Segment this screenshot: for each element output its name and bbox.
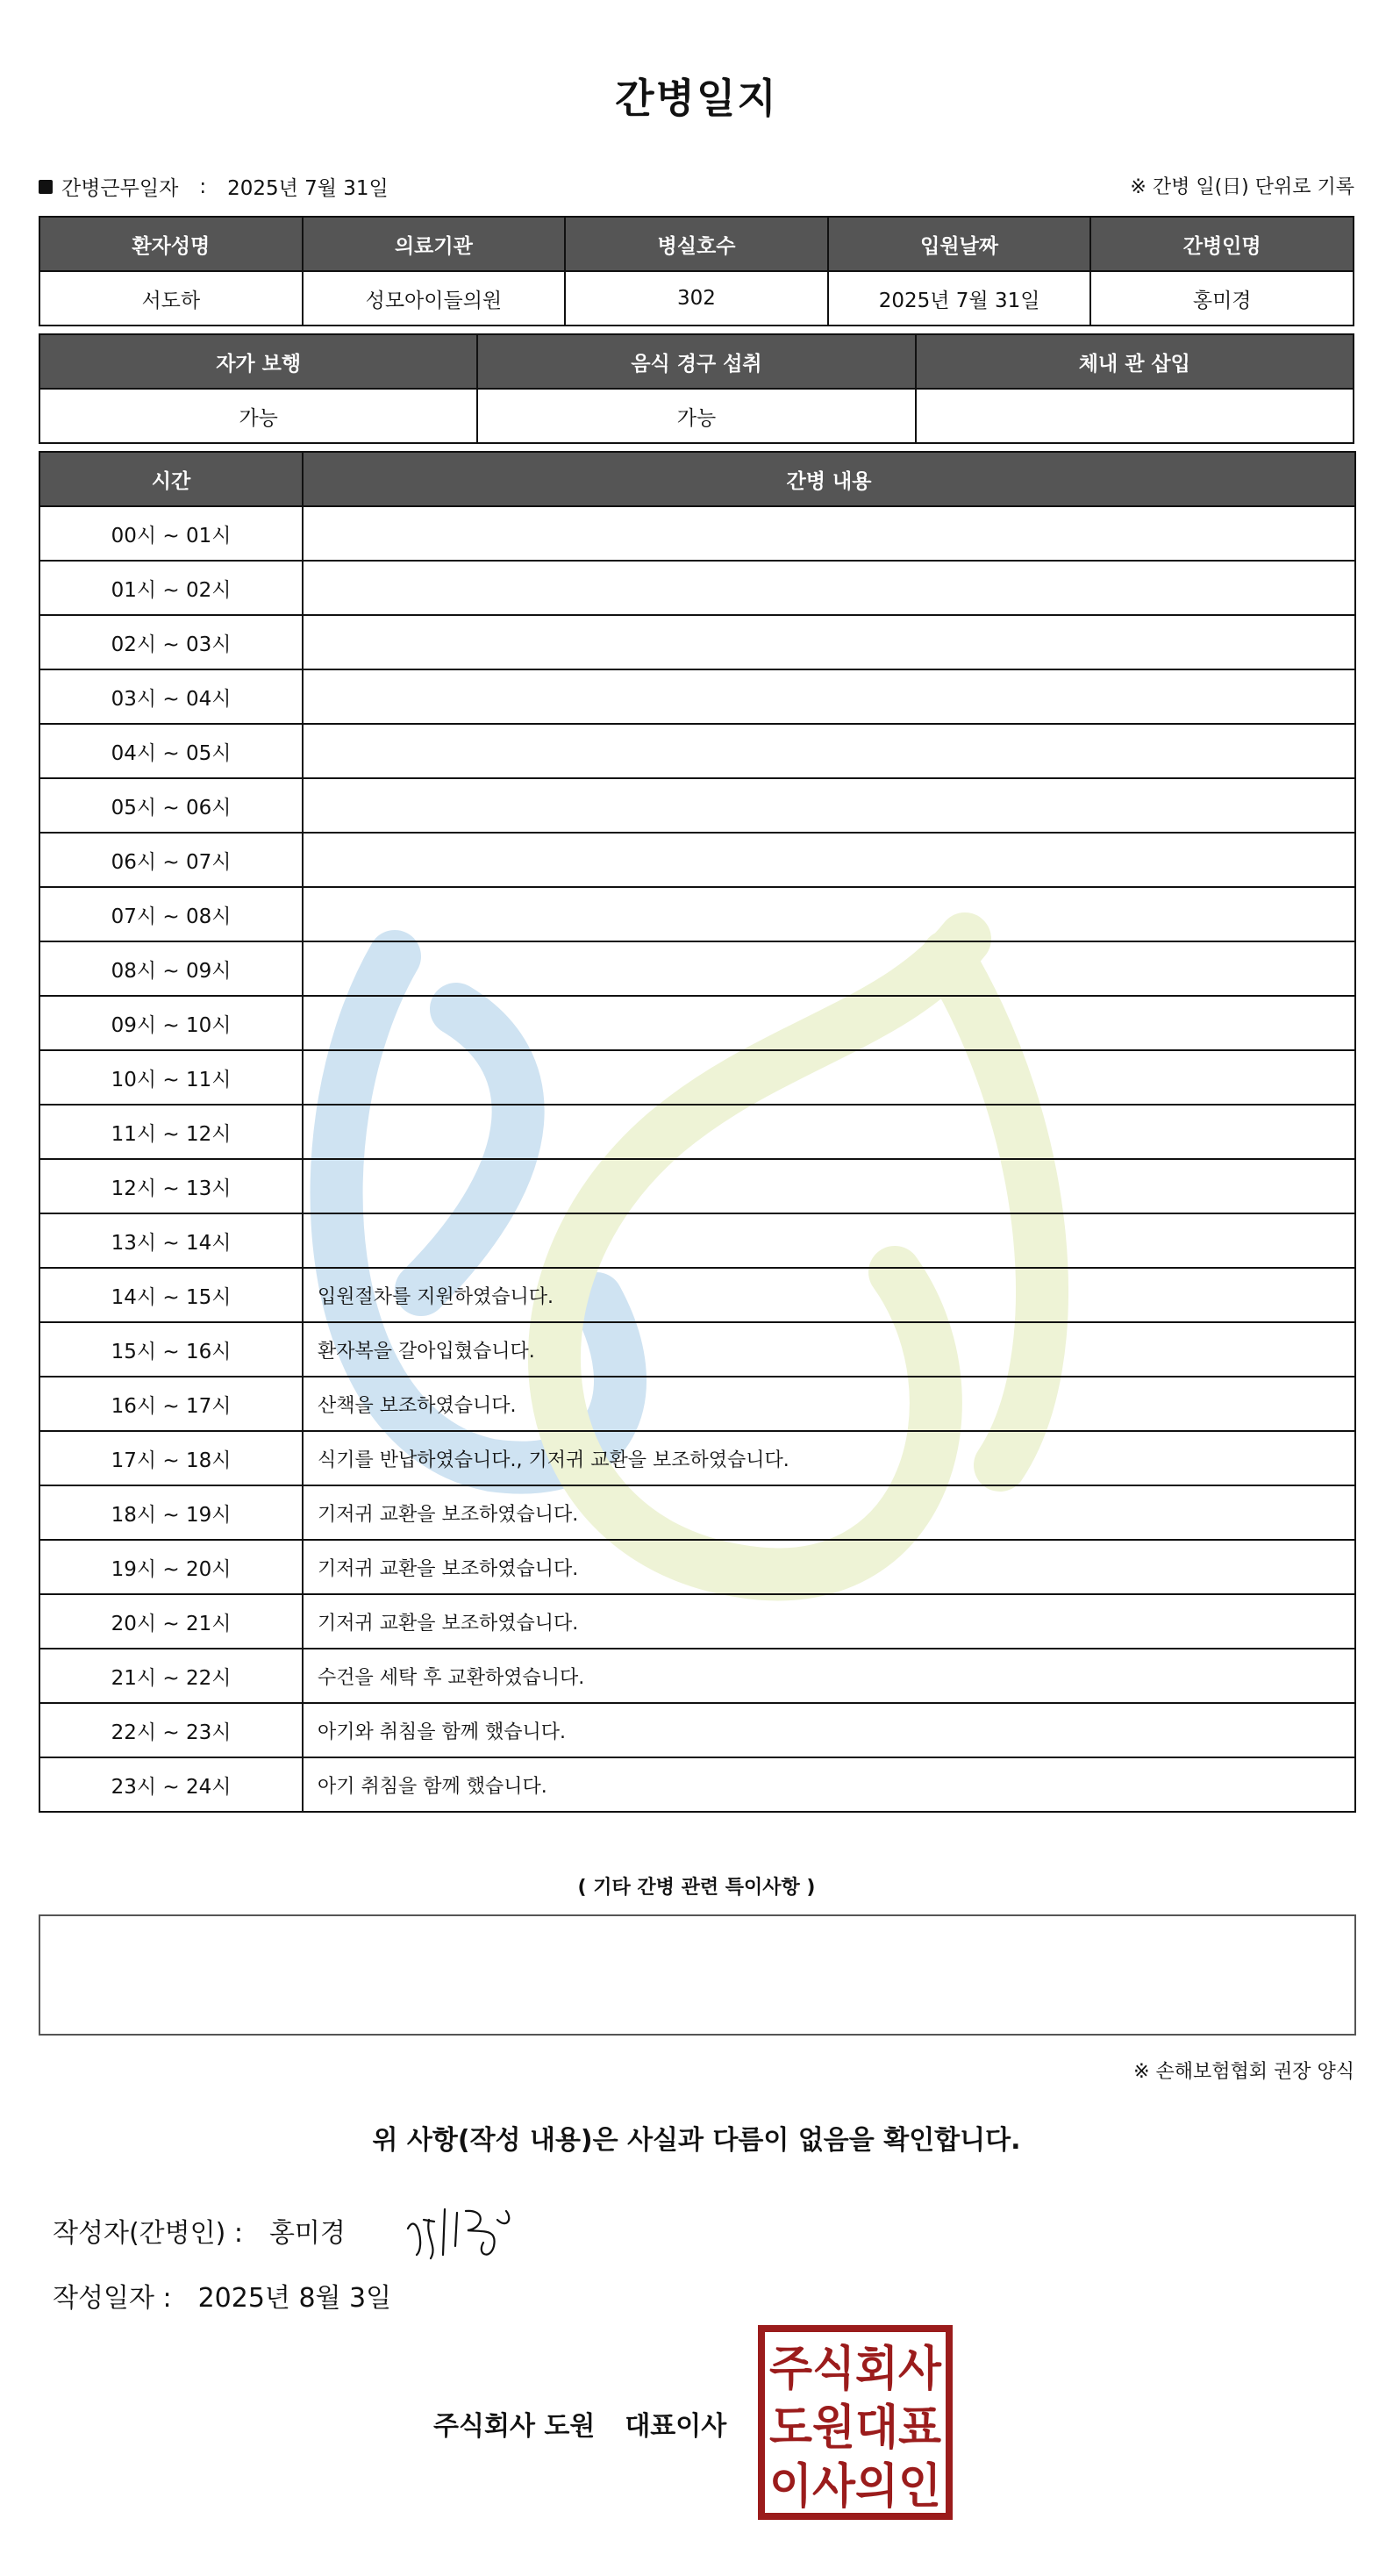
log-content-cell: [303, 996, 1355, 1050]
log-content-cell: 입원절차를 지원하였습니다.: [303, 1268, 1355, 1322]
page-title: 간병일지: [615, 75, 778, 122]
svg-text:도원대표: 도원대표: [769, 2400, 941, 2455]
status-header-row: [39, 334, 1354, 389]
format-note: ※ 손해보험협회 권장 양식: [1133, 2061, 1354, 2083]
log-time-cell: 19시 ~ 20시: [39, 1540, 303, 1594]
confirmation-statement: 위 사항(작성 내용)은 사실과 다름이 없음을 확인합니다.: [372, 2125, 1021, 2156]
log-time-cell: 14시 ~ 15시: [39, 1268, 303, 1322]
log-time-cell: 22시 ~ 23시: [39, 1703, 303, 1757]
log-content-cell: [303, 506, 1355, 561]
log-content-cell: 산책을 보조하였습니다.: [303, 1377, 1355, 1431]
company-seal-icon: [756, 2323, 954, 2522]
table-row: [39, 615, 1355, 669]
log-time-cell: 15시 ~ 16시: [39, 1322, 303, 1377]
company-name: 주식회사 도원: [433, 2411, 596, 2442]
signature-icon: [399, 2193, 522, 2264]
log-content-cell: 기저귀 교환을 보조하였습니다.: [303, 1540, 1355, 1594]
info-value-cell: 성모아이들의원: [303, 271, 566, 326]
log-time-cell: 13시 ~ 14시: [39, 1213, 303, 1268]
writer-label: 작성자(간병인) :: [53, 2218, 243, 2249]
info-header-cell: 간병인명: [1090, 217, 1354, 271]
log-content-cell: 수건을 세탁 후 교환하였습니다.: [303, 1649, 1355, 1703]
log-content-cell: 기저귀 교환을 보조하였습니다.: [303, 1594, 1355, 1649]
log-time-cell: 00시 ~ 01시: [39, 506, 303, 561]
patient-info-header-row: [39, 217, 1354, 271]
info-header-cell: 의료기관: [303, 217, 566, 271]
table-row: [39, 1159, 1355, 1213]
log-time-cell: 05시 ~ 06시: [39, 778, 303, 833]
table-row: [39, 724, 1355, 778]
care-log-table: [39, 451, 1356, 1813]
table-row: [39, 1757, 1355, 1812]
date-value: 2025년 8월 3일: [197, 2283, 392, 2314]
status-value-cell: 가능: [477, 389, 915, 443]
table-row: [39, 1431, 1355, 1485]
log-content-cell: [303, 561, 1355, 615]
log-content-cell: [303, 724, 1355, 778]
log-content-cell: 아기 취침을 함께 했습니다.: [303, 1757, 1355, 1812]
log-time-cell: 17시 ~ 18시: [39, 1431, 303, 1485]
info-header-cell: 병실호수: [565, 217, 828, 271]
log-time-cell: 21시 ~ 22시: [39, 1649, 303, 1703]
remark-box: [39, 1914, 1356, 2036]
log-time-cell: 03시 ~ 04시: [39, 669, 303, 724]
info-value-cell: 2025년 7월 31일: [828, 271, 1091, 326]
log-time-cell: 09시 ~ 10시: [39, 996, 303, 1050]
info-value-cell: 홍미경: [1090, 271, 1354, 326]
work-date-separator: :: [199, 175, 207, 198]
log-time-cell: 10시 ~ 11시: [39, 1050, 303, 1105]
company-line: [433, 2404, 726, 2443]
log-time-cell: 16시 ~ 17시: [39, 1377, 303, 1431]
status-header-cell: 체내 관 삽입: [916, 334, 1354, 389]
date-label: 작성일자 :: [53, 2283, 172, 2314]
log-time-cell: 07시 ~ 08시: [39, 887, 303, 941]
log-time-cell: 02시 ~ 03시: [39, 615, 303, 669]
remark-title: ( 기타 간병 관련 특이사항 ): [577, 1877, 816, 1899]
table-row: [39, 1703, 1355, 1757]
log-time-cell: 06시 ~ 07시: [39, 833, 303, 887]
log-header-content: 간병 내용: [303, 452, 1355, 506]
log-header-time: 시간: [39, 452, 303, 506]
status-value-cell: 가능: [39, 389, 477, 443]
table-row: [39, 1213, 1355, 1268]
status-value-cell: [916, 389, 1354, 443]
work-date-group: [39, 172, 389, 201]
info-header-cell: 입원날짜: [828, 217, 1091, 271]
patient-info-table: [39, 216, 1354, 326]
ceo-label: 대표이사: [625, 2411, 727, 2442]
info-value-cell: 서도하: [39, 271, 303, 326]
status-header-cell: 자가 보행: [39, 334, 477, 389]
log-content-cell: [303, 1105, 1355, 1159]
log-content-cell: [303, 887, 1355, 941]
log-time-cell: 12시 ~ 13시: [39, 1159, 303, 1213]
info-header-cell: 환자성명: [39, 217, 303, 271]
patient-status-table: [39, 333, 1354, 444]
table-row: [39, 996, 1355, 1050]
log-content-cell: [303, 615, 1355, 669]
table-row: [39, 1540, 1355, 1594]
log-content-cell: [303, 1159, 1355, 1213]
table-row: [39, 941, 1355, 996]
work-date-line: [39, 172, 1354, 204]
log-content-cell: [303, 833, 1355, 887]
writer-name: 홍미경: [268, 2218, 346, 2249]
table-row: [39, 1105, 1355, 1159]
status-header-cell: 음식 경구 섭취: [477, 334, 915, 389]
svg-text:이사의인: 이사의인: [769, 2458, 941, 2514]
log-content-cell: 아기와 취침을 함께 했습니다.: [303, 1703, 1355, 1757]
care-log-header-row: [39, 452, 1355, 506]
log-content-cell: [303, 1050, 1355, 1105]
table-row: [39, 887, 1355, 941]
table-row: [39, 1594, 1355, 1649]
log-time-cell: 23시 ~ 24시: [39, 1757, 303, 1812]
log-content-cell: 기저귀 교환을 보조하였습니다.: [303, 1485, 1355, 1540]
table-row: [39, 833, 1355, 887]
table-row: [39, 1377, 1355, 1431]
table-row: [39, 1268, 1355, 1322]
log-time-cell: 08시 ~ 09시: [39, 941, 303, 996]
svg-text:주식회사: 주식회사: [769, 2341, 942, 2396]
log-content-cell: 식기를 반납하였습니다., 기저귀 교환을 보조하였습니다.: [303, 1431, 1355, 1485]
log-time-cell: 18시 ~ 19시: [39, 1485, 303, 1540]
log-time-cell: 01시 ~ 02시: [39, 561, 303, 615]
unit-note: ※ 간병 일(日) 단위로 기록: [1130, 176, 1354, 198]
table-row: [39, 778, 1355, 833]
table-row: [39, 506, 1355, 561]
patient-info-value-row: [39, 271, 1354, 326]
care-log-body: [39, 506, 1355, 1812]
log-content-cell: [303, 1213, 1355, 1268]
log-time-cell: 11시 ~ 12시: [39, 1105, 303, 1159]
work-date-label: 간병근무일자: [61, 177, 179, 200]
log-time-cell: 20시 ~ 21시: [39, 1594, 303, 1649]
table-row: [39, 1322, 1355, 1377]
writer-line: [53, 2211, 346, 2250]
table-row: [39, 669, 1355, 724]
log-content-cell: [303, 941, 1355, 996]
table-row: [39, 561, 1355, 615]
table-row: [39, 1649, 1355, 1703]
log-content-cell: 환자복을 갈아입혔습니다.: [303, 1322, 1355, 1377]
log-content-cell: [303, 778, 1355, 833]
info-value-cell: 302: [565, 271, 828, 326]
date-line: [53, 2276, 391, 2315]
work-date-value: 2025년 7월 31일: [227, 177, 389, 200]
status-value-row: [39, 389, 1354, 443]
table-row: [39, 1050, 1355, 1105]
log-content-cell: [303, 669, 1355, 724]
log-time-cell: 04시 ~ 05시: [39, 724, 303, 778]
bullet-square-icon: [39, 180, 53, 194]
table-row: [39, 1485, 1355, 1540]
